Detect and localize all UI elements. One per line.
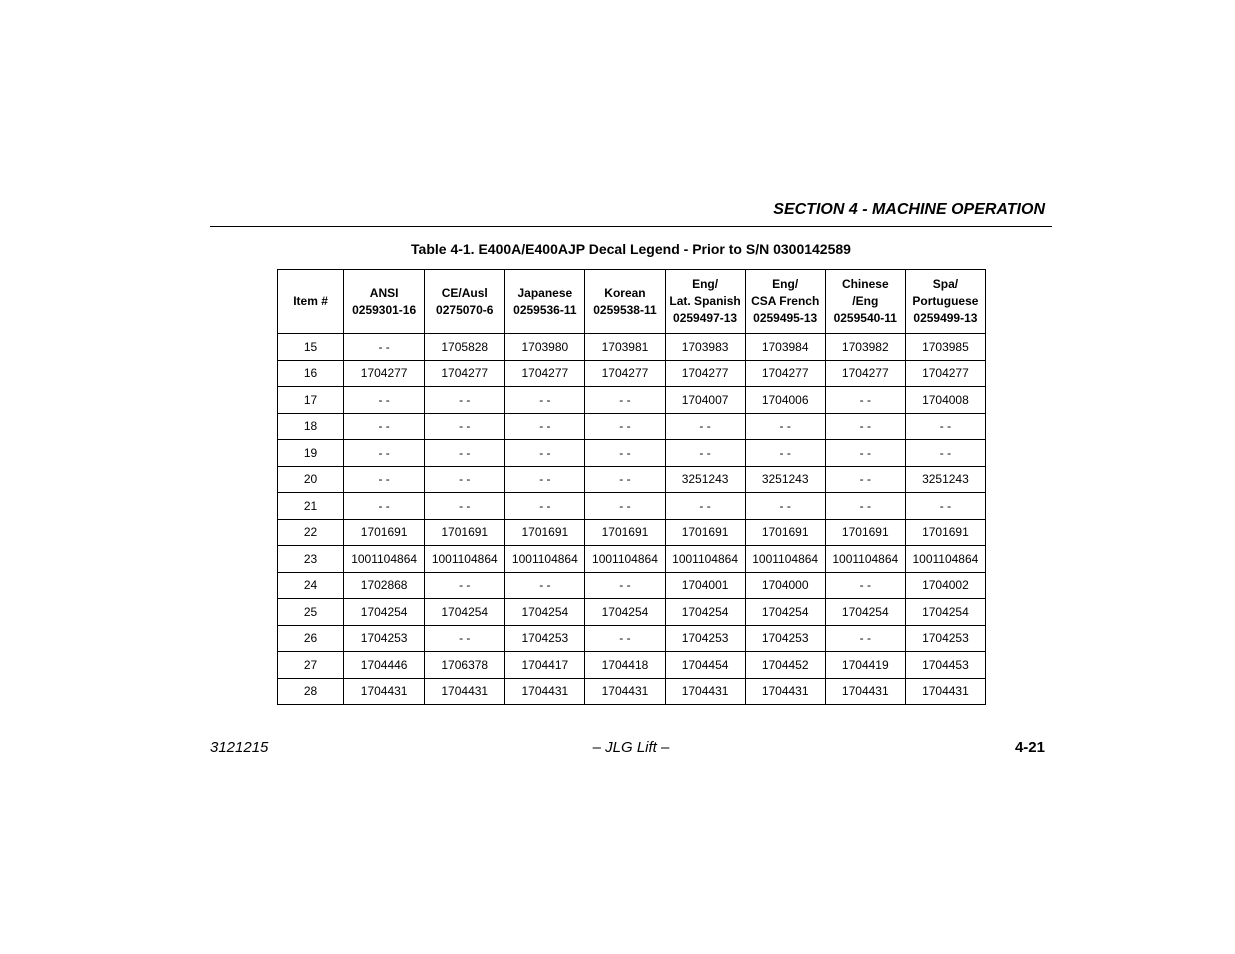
table-row bbox=[278, 440, 986, 467]
column-header-line: Eng/ bbox=[692, 277, 719, 291]
table-row bbox=[278, 334, 986, 361]
document-number: 3121215 bbox=[210, 739, 269, 756]
column-header bbox=[585, 270, 665, 334]
part-number-cell: - - bbox=[585, 466, 665, 493]
part-number-cell: - - bbox=[344, 493, 425, 520]
part-number-cell: - - bbox=[425, 413, 505, 440]
part-number-cell: - - bbox=[425, 387, 505, 414]
item-number-cell: 22 bbox=[278, 519, 344, 546]
part-number-cell: 1704431 bbox=[665, 678, 745, 705]
part-number-cell: 1704254 bbox=[344, 599, 425, 626]
part-number-cell: - - bbox=[344, 466, 425, 493]
part-number-cell: 1704277 bbox=[344, 360, 425, 387]
part-number-cell: 1704253 bbox=[665, 625, 745, 652]
part-number-cell: - - bbox=[745, 440, 825, 467]
part-number-cell: 1701691 bbox=[905, 519, 985, 546]
part-number-cell: 1704431 bbox=[745, 678, 825, 705]
part-number-cell: - - bbox=[425, 466, 505, 493]
table-row bbox=[278, 466, 986, 493]
table-row bbox=[278, 652, 986, 679]
item-number-cell: 19 bbox=[278, 440, 344, 467]
part-number-cell: 1001104864 bbox=[825, 546, 905, 573]
column-header bbox=[825, 270, 905, 334]
part-number-cell: 1704419 bbox=[825, 652, 905, 679]
part-number-cell: 1704254 bbox=[905, 599, 985, 626]
table-header-row bbox=[278, 270, 986, 334]
item-number-cell: 17 bbox=[278, 387, 344, 414]
part-number-cell: - - bbox=[505, 387, 585, 414]
column-header-line: 0259499-13 bbox=[913, 311, 978, 325]
part-number-cell: 1704277 bbox=[825, 360, 905, 387]
column-header-line: /Eng bbox=[852, 294, 879, 308]
column-header bbox=[905, 270, 985, 334]
part-number-cell: 1001104864 bbox=[344, 546, 425, 573]
item-number-cell: 25 bbox=[278, 599, 344, 626]
table-title: Table 4-1. E400A/E400AJP Decal Legend - Prior to S/N 0300142589 bbox=[411, 241, 851, 257]
section-header: SECTION 4 - MACHINE OPERATION bbox=[773, 201, 1045, 218]
part-number-cell: 1701691 bbox=[344, 519, 425, 546]
part-number-cell: 1704431 bbox=[825, 678, 905, 705]
table-row bbox=[278, 519, 986, 546]
part-number-cell: - - bbox=[344, 440, 425, 467]
column-header-line: 0259495-13 bbox=[753, 311, 818, 325]
part-number-cell: - - bbox=[585, 572, 665, 599]
part-number-cell: 1705828 bbox=[425, 334, 505, 361]
part-number-cell: 1704431 bbox=[505, 678, 585, 705]
footer-brand: – JLG Lift – bbox=[592, 739, 670, 756]
table-row bbox=[278, 387, 986, 414]
part-number-cell: 1001104864 bbox=[745, 546, 825, 573]
part-number-cell: 1704418 bbox=[585, 652, 665, 679]
column-header-line: 0259497-13 bbox=[673, 311, 738, 325]
part-number-cell: - - bbox=[665, 413, 745, 440]
part-number-cell: 3251243 bbox=[745, 466, 825, 493]
part-number-cell: 1704254 bbox=[745, 599, 825, 626]
part-number-cell: - - bbox=[425, 493, 505, 520]
part-number-cell: 1704254 bbox=[505, 599, 585, 626]
item-number-cell: 20 bbox=[278, 466, 344, 493]
part-number-cell: 1704431 bbox=[585, 678, 665, 705]
item-number-cell: 15 bbox=[278, 334, 344, 361]
part-number-cell: 1704007 bbox=[665, 387, 745, 414]
part-number-cell: 1704254 bbox=[665, 599, 745, 626]
table-row bbox=[278, 546, 986, 573]
part-number-cell: 1704277 bbox=[585, 360, 665, 387]
part-number-cell: - - bbox=[585, 493, 665, 520]
part-number-cell: 1704431 bbox=[425, 678, 505, 705]
part-number-cell: 1703981 bbox=[585, 334, 665, 361]
part-number-cell: 1001104864 bbox=[585, 546, 665, 573]
part-number-cell: 1704431 bbox=[905, 678, 985, 705]
column-header bbox=[745, 270, 825, 334]
table-row bbox=[278, 360, 986, 387]
column-header bbox=[665, 270, 745, 334]
part-number-cell: 1704277 bbox=[745, 360, 825, 387]
column-header bbox=[278, 270, 344, 334]
table-row bbox=[278, 599, 986, 626]
part-number-cell: 1704006 bbox=[745, 387, 825, 414]
part-number-cell: - - bbox=[425, 440, 505, 467]
item-number-cell: 24 bbox=[278, 572, 344, 599]
part-number-cell: 1701691 bbox=[825, 519, 905, 546]
part-number-cell: - - bbox=[505, 440, 585, 467]
part-number-cell: 1704008 bbox=[905, 387, 985, 414]
part-number-cell: - - bbox=[825, 440, 905, 467]
part-number-cell: 1704453 bbox=[905, 652, 985, 679]
part-number-cell: 1001104864 bbox=[665, 546, 745, 573]
part-number-cell: 1001104864 bbox=[905, 546, 985, 573]
part-number-cell: 1001104864 bbox=[425, 546, 505, 573]
column-header-line: Korean bbox=[604, 285, 646, 300]
part-number-cell: 3251243 bbox=[665, 466, 745, 493]
part-number-cell: 1704277 bbox=[505, 360, 585, 387]
part-number-cell: - - bbox=[585, 387, 665, 414]
part-number-cell: 1703982 bbox=[825, 334, 905, 361]
item-number-cell: 26 bbox=[278, 625, 344, 652]
part-number-cell: 1704277 bbox=[665, 360, 745, 387]
column-header-line: ANSI bbox=[369, 285, 399, 300]
column-header-line: 0259301-16 bbox=[352, 302, 417, 317]
column-header-line: 0275070-6 bbox=[436, 302, 494, 317]
part-number-cell: 1704417 bbox=[505, 652, 585, 679]
part-number-cell: - - bbox=[825, 413, 905, 440]
header-divider bbox=[210, 226, 1052, 227]
part-number-cell: 1704253 bbox=[505, 625, 585, 652]
part-number-cell: - - bbox=[585, 625, 665, 652]
column-header bbox=[505, 270, 585, 334]
table-row bbox=[278, 493, 986, 520]
part-number-cell: 1703980 bbox=[505, 334, 585, 361]
part-number-cell: - - bbox=[425, 572, 505, 599]
part-number-cell: - - bbox=[505, 572, 585, 599]
part-number-cell: 1704431 bbox=[344, 678, 425, 705]
item-number-cell: 16 bbox=[278, 360, 344, 387]
part-number-cell: 1704253 bbox=[344, 625, 425, 652]
table-row bbox=[278, 625, 986, 652]
column-header-line: CE/Ausl bbox=[441, 285, 488, 300]
part-number-cell: - - bbox=[344, 387, 425, 414]
column-header-line: Japanese bbox=[517, 285, 573, 300]
part-number-cell: - - bbox=[425, 625, 505, 652]
part-number-cell: 1001104864 bbox=[505, 546, 585, 573]
part-number-cell: 1706378 bbox=[425, 652, 505, 679]
part-number-cell: 1701691 bbox=[585, 519, 665, 546]
table-row bbox=[278, 678, 986, 705]
part-number-cell: - - bbox=[505, 493, 585, 520]
part-number-cell: 1703983 bbox=[665, 334, 745, 361]
part-number-cell: 1704000 bbox=[745, 572, 825, 599]
part-number-cell: - - bbox=[825, 387, 905, 414]
column-header-line: 0259540-11 bbox=[833, 311, 897, 325]
part-number-cell: 1704454 bbox=[665, 652, 745, 679]
part-number-cell: 1704254 bbox=[425, 599, 505, 626]
part-number-cell: 1704253 bbox=[745, 625, 825, 652]
column-header-line: Lat. Spanish bbox=[669, 294, 741, 308]
part-number-cell: - - bbox=[825, 493, 905, 520]
item-number-cell: 21 bbox=[278, 493, 344, 520]
part-number-cell: 1703984 bbox=[745, 334, 825, 361]
part-number-cell: - - bbox=[825, 572, 905, 599]
column-header-line: CSA French bbox=[751, 294, 820, 308]
part-number-cell: 1704254 bbox=[825, 599, 905, 626]
part-number-cell: 1704277 bbox=[425, 360, 505, 387]
part-number-cell: - - bbox=[745, 493, 825, 520]
part-number-cell: - - bbox=[505, 413, 585, 440]
column-header-line: Portuguese bbox=[912, 294, 979, 308]
part-number-cell: 1704277 bbox=[905, 360, 985, 387]
part-number-cell: - - bbox=[905, 440, 985, 467]
part-number-cell: 1704452 bbox=[745, 652, 825, 679]
part-number-cell: - - bbox=[505, 466, 585, 493]
part-number-cell: - - bbox=[344, 413, 425, 440]
part-number-cell: 1704253 bbox=[905, 625, 985, 652]
table-row bbox=[278, 572, 986, 599]
part-number-cell: - - bbox=[825, 466, 905, 493]
column-header bbox=[425, 270, 505, 334]
part-number-cell: 1701691 bbox=[665, 519, 745, 546]
table-row bbox=[278, 413, 986, 440]
part-number-cell: 1704446 bbox=[344, 652, 425, 679]
item-number-cell: 18 bbox=[278, 413, 344, 440]
column-header bbox=[344, 270, 425, 334]
part-number-cell: - - bbox=[344, 334, 425, 361]
column-header-line: Spa/ bbox=[932, 277, 959, 291]
part-number-cell: - - bbox=[585, 413, 665, 440]
part-number-cell: - - bbox=[745, 413, 825, 440]
part-number-cell: - - bbox=[905, 413, 985, 440]
part-number-cell: - - bbox=[585, 440, 665, 467]
part-number-cell: 1704002 bbox=[905, 572, 985, 599]
part-number-cell: - - bbox=[825, 625, 905, 652]
part-number-cell: - - bbox=[905, 493, 985, 520]
part-number-cell: 1704254 bbox=[585, 599, 665, 626]
column-header-line: 0259536-11 bbox=[513, 302, 577, 317]
part-number-cell: 1701691 bbox=[745, 519, 825, 546]
column-header-line: 0259538-11 bbox=[593, 302, 657, 317]
part-number-cell: 1703985 bbox=[905, 334, 985, 361]
item-number-cell: 23 bbox=[278, 546, 344, 573]
column-header-line: Item # bbox=[293, 294, 328, 308]
part-number-cell: 1701691 bbox=[425, 519, 505, 546]
item-number-cell: 27 bbox=[278, 652, 344, 679]
column-header-line: Chinese bbox=[841, 277, 889, 291]
part-number-cell: 1704001 bbox=[665, 572, 745, 599]
part-number-cell: 1702868 bbox=[344, 572, 425, 599]
part-number-cell: 3251243 bbox=[905, 466, 985, 493]
decal-legend-table bbox=[277, 269, 986, 705]
page-number: 4-21 bbox=[1014, 739, 1045, 756]
part-number-cell: - - bbox=[665, 493, 745, 520]
column-header-line: Eng/ bbox=[772, 277, 799, 291]
part-number-cell: 1701691 bbox=[505, 519, 585, 546]
part-number-cell: - - bbox=[665, 440, 745, 467]
item-number-cell: 28 bbox=[278, 678, 344, 705]
